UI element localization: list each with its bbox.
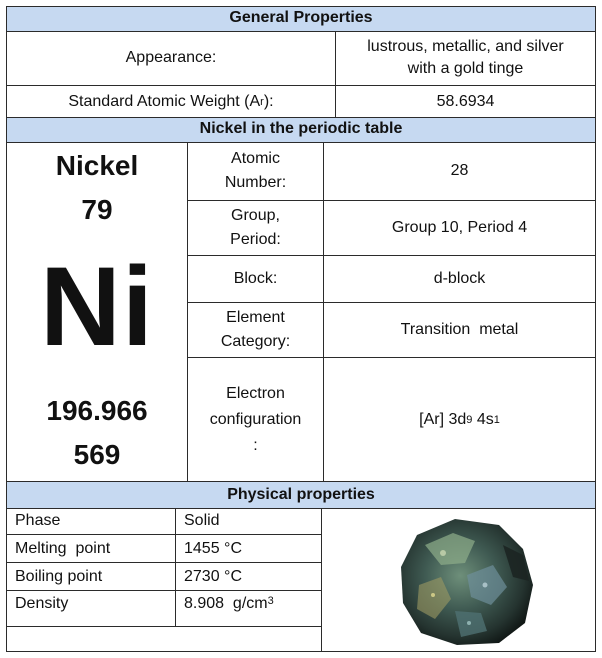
appearance-value-line1: lustrous, metallic, and silver bbox=[367, 38, 564, 55]
category-value: Transition metal bbox=[400, 321, 519, 338]
boiling-point-value: 2730 °C bbox=[184, 567, 242, 585]
atomic-number-label bbox=[188, 142, 323, 200]
element-symbol: Ni bbox=[40, 244, 154, 369]
appearance-value bbox=[336, 31, 595, 85]
group-period-label bbox=[188, 201, 323, 255]
group-period-label-line1: Group, bbox=[231, 207, 280, 224]
element-info-card bbox=[6, 6, 596, 652]
block-label: Block: bbox=[233, 270, 278, 287]
atomic-weight-label bbox=[7, 86, 335, 117]
electron-config-label-line1: Electron bbox=[226, 384, 285, 402]
atomic-weight-label-suffix: ): bbox=[263, 92, 274, 110]
density-value bbox=[176, 591, 321, 626]
melting-point-value: 1455 °C bbox=[184, 539, 242, 557]
density-value-sup: 3 bbox=[267, 595, 274, 607]
nickel-sample-image bbox=[395, 515, 537, 649]
divider bbox=[7, 626, 321, 627]
atomic-number-label-line2: Number: bbox=[224, 174, 287, 191]
group-period-value: Group 10, Period 4 bbox=[391, 219, 528, 236]
element-name: Nickel bbox=[55, 150, 139, 181]
atomic-number-label-line1: Atomic bbox=[231, 150, 280, 167]
electron-config-label bbox=[188, 358, 323, 481]
category-label-line2: Category: bbox=[220, 333, 291, 350]
element-mass-line2: 569 bbox=[73, 439, 121, 470]
phase-label: Phase bbox=[15, 512, 61, 529]
atomic-weight-label-sub: r bbox=[260, 95, 264, 108]
config-prefix: [Ar] 3d bbox=[419, 410, 467, 428]
phase-value: Solid bbox=[184, 512, 220, 529]
periodic-table-header: Nickel in the periodic table bbox=[7, 117, 595, 143]
atomic-number-value: 28 bbox=[450, 162, 469, 179]
element-number: 79 bbox=[81, 194, 113, 225]
category-label-line1: Element bbox=[226, 309, 285, 326]
boiling-point-label: Boiling point bbox=[15, 567, 103, 585]
general-properties-header: General Properties bbox=[7, 7, 595, 32]
group-period-label-line2: Period: bbox=[230, 231, 281, 248]
electron-config-label-line2: configuration bbox=[209, 410, 302, 428]
element-mass-line1: 196.966 bbox=[46, 395, 148, 426]
appearance-value-line2: with a gold tinge bbox=[407, 60, 524, 77]
electron-config-value bbox=[324, 358, 595, 481]
atomic-weight-label-prefix: Standard Atomic Weight (A bbox=[68, 92, 261, 110]
config-sup1: 9 bbox=[466, 413, 473, 426]
divider bbox=[321, 508, 322, 651]
physical-properties-header: Physical properties bbox=[7, 481, 595, 509]
category-label bbox=[188, 303, 323, 357]
density-value-prefix: 8.908 g/cm bbox=[184, 595, 268, 612]
config-mid: 4s bbox=[472, 410, 494, 428]
atomic-weight-value: 58.6934 bbox=[436, 92, 495, 110]
block-value: d-block bbox=[433, 270, 486, 287]
config-sup2: 1 bbox=[493, 413, 500, 426]
density-label: Density bbox=[15, 595, 69, 612]
appearance-label: Appearance: bbox=[125, 49, 217, 66]
melting-point-label: Melting point bbox=[15, 539, 111, 557]
electron-config-label-line3: : bbox=[253, 436, 258, 454]
